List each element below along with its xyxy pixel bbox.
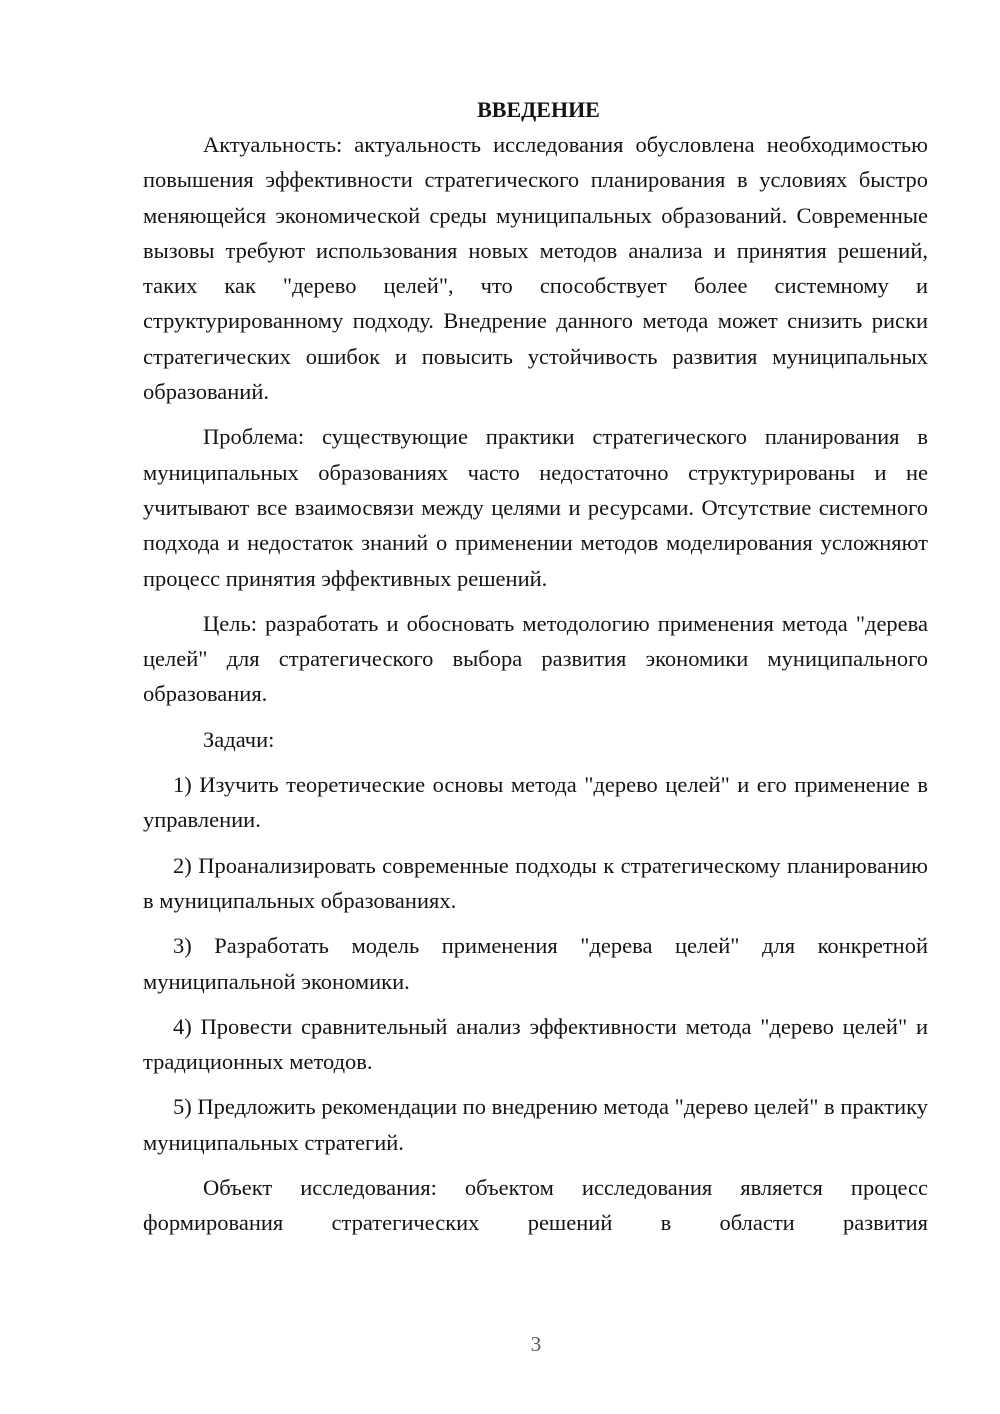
page-title: ВВЕДЕНИЕ: [477, 97, 600, 122]
tasks-label: Задачи:: [203, 726, 275, 752]
task-item: 4) Провести сравнительный анализ эффективности метода "дерево целей" и традиционных методов.: [143, 1013, 928, 1075]
task-item: 1) Изучить теоретические основы метода "дерево целей" и его применение в управлении.: [143, 772, 928, 833]
relevance-paragraph: Актуальность: актуальность исследования обусловлена необходимостью повышения эффективности стратегического планирования в условиях быстро меняющейся экономической среды муниципальных образований. Современные вызовы требуют использования новых методов анализа и принятия решений, таких как "дерево целей", что способствует более системному и структурированному подходу. Внедрение данного метода может снизить риски стратегических ошибок и повысить устойчивость развития муниципальных образований.: [143, 132, 928, 405]
task-item: 5) Предложить рекомендации по внедрению метода "дерево целей" в практику муниципальных стратегий.: [143, 1094, 928, 1155]
tasks-list: [143, 767, 928, 1160]
task-item: 2) Проанализировать современные подходы к стратегическому планированию в муниципальных образованиях.: [143, 852, 928, 913]
task-item: 3) Разработать модель применения "дерева целей" для конкретной муниципальной экономики.: [143, 933, 928, 994]
page-number: 3: [530, 1332, 542, 1356]
object-paragraph: Объект исследования: объектом исследования является процесс формирования стратегических решений в области развития: [143, 1175, 928, 1236]
problem-paragraph: Проблема: существующие практики стратегического планирования в муниципальных образованиях часто недостаточно структурированы и не учитывают все взаимосвязи между целями и ресурсами. Отсутствие системного подхода и недостаток знаний о применении методов моделирования усложняют процесс принятия эффективных решений.: [143, 424, 928, 591]
page-content: [143, 92, 928, 1241]
goal-paragraph: Цель: разработать и обосновать методологию применения метода "дерева целей" для стратегического выбора развития экономики муниципального образования.: [143, 610, 928, 707]
